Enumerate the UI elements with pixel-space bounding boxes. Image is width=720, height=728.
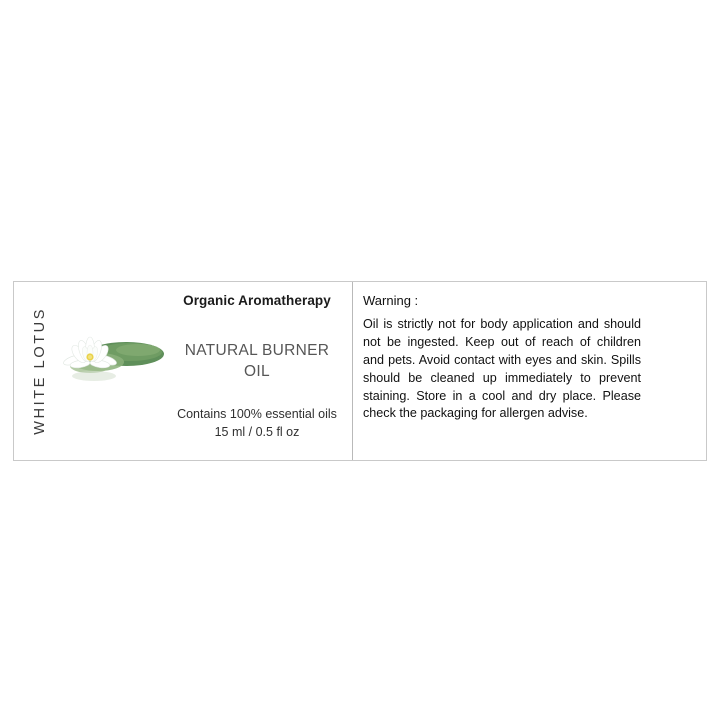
brand-column (14, 282, 66, 460)
brand-name: WHITE LOTUS (32, 307, 48, 435)
flower-column (66, 282, 162, 460)
contains-text: Contains 100% essential oils (177, 406, 337, 421)
volume-text: 15 ml / 0.5 fl oz (214, 424, 300, 439)
water-lily-icon (60, 328, 164, 386)
product-info-column (162, 282, 352, 460)
tagline: Organic Aromatherapy (183, 293, 331, 308)
product-label (13, 281, 707, 461)
warning-column (353, 282, 706, 460)
product-name: NATURAL BURNER OIL (184, 342, 330, 380)
warning-title: Warning : (363, 293, 419, 308)
warning-body: Oil is strictly not for body application and should not be ingested. Keep out of reach of children and pets. Avoid contact with eyes and skin. Spills should be cleaned up immediately to prevent staining. Store in a cool and dry place. Please check the packaging for allergen advise. (363, 317, 641, 421)
